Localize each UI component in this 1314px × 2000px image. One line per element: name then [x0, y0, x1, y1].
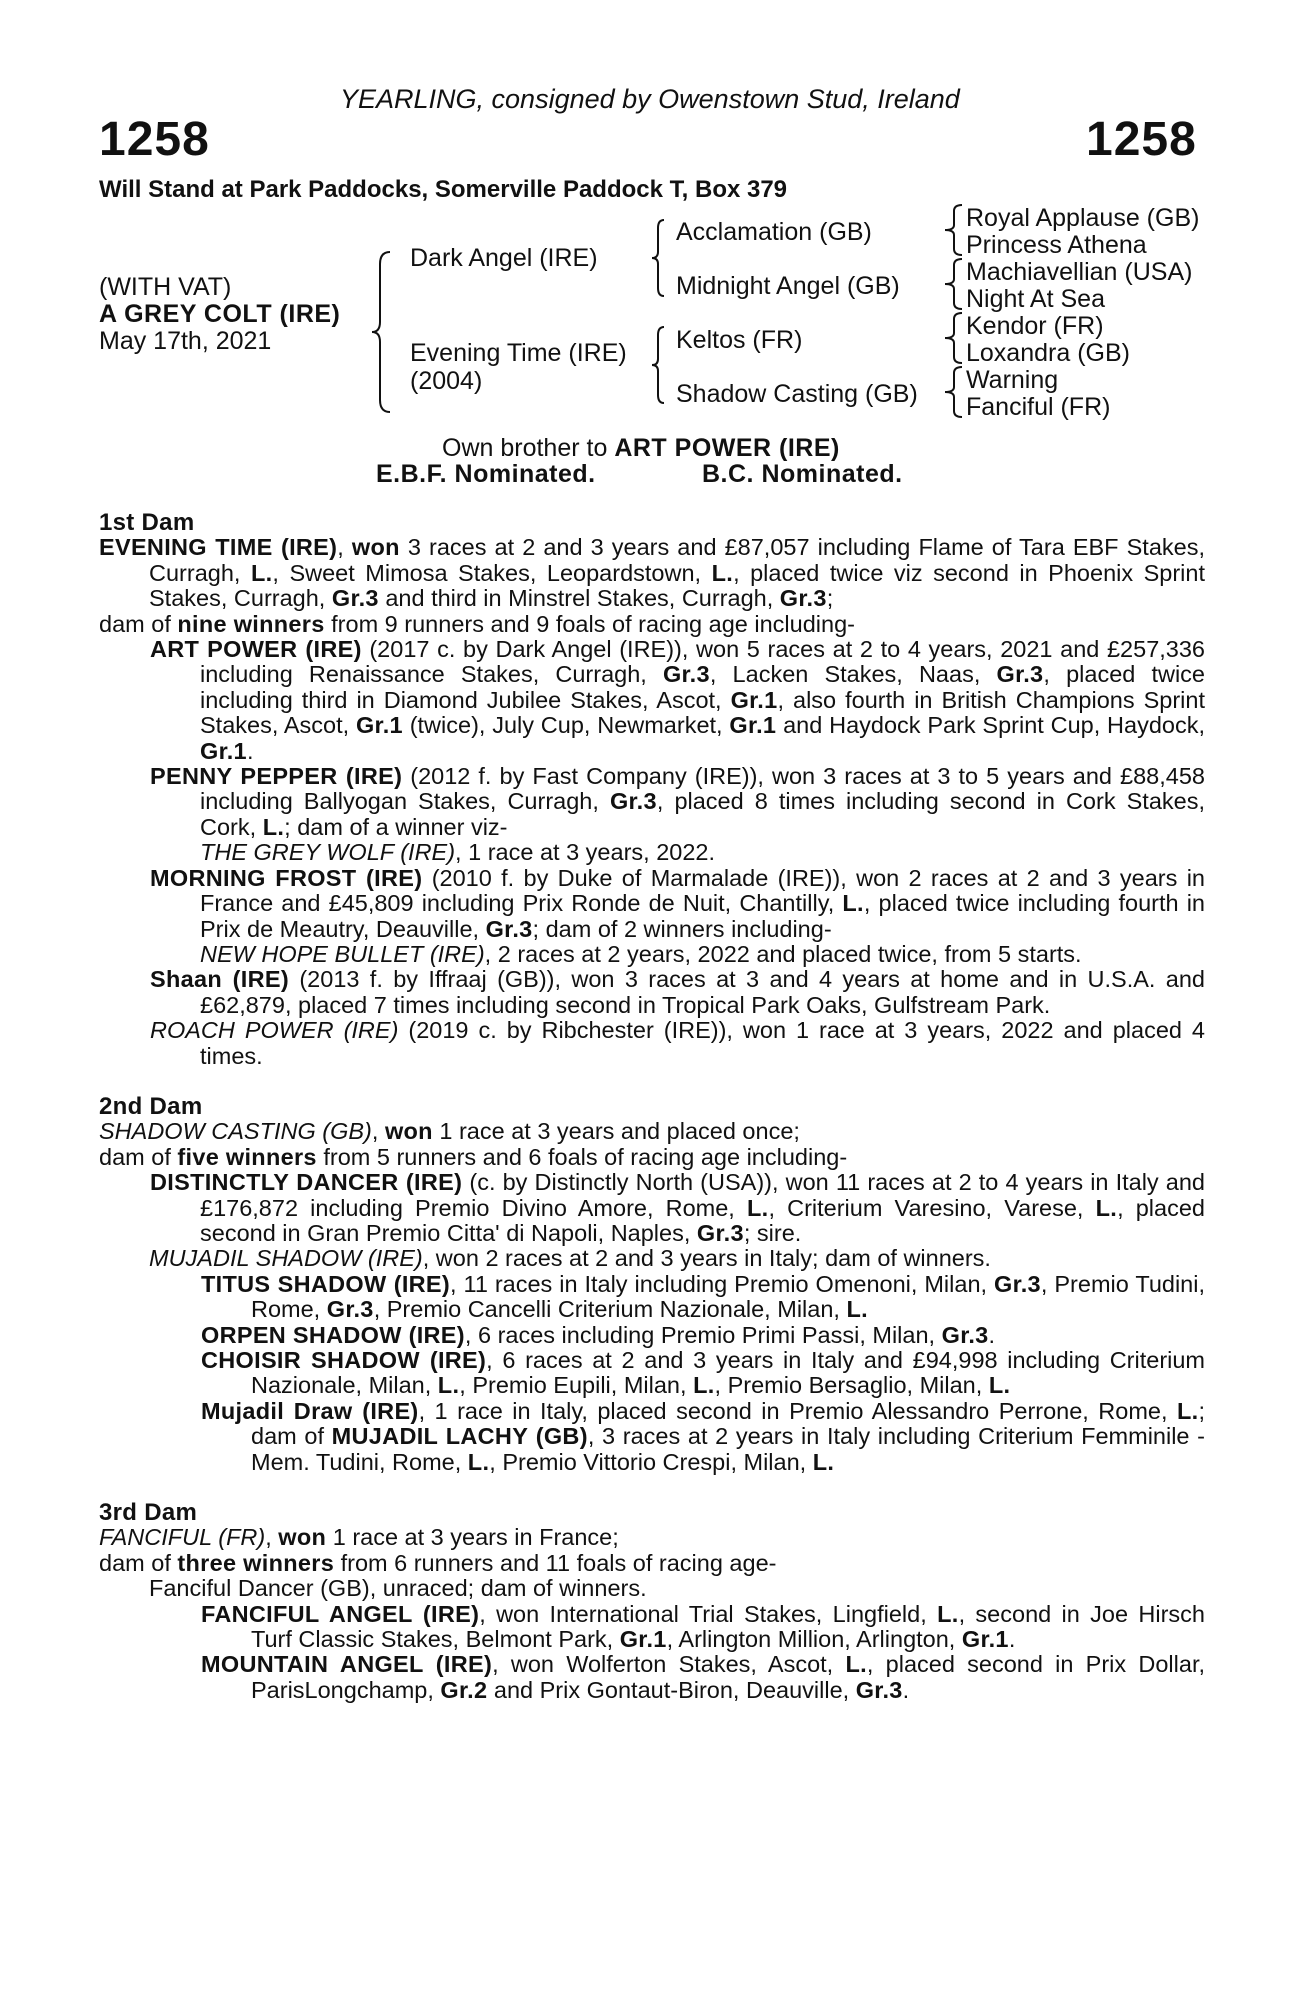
pedigree-paragraph [99, 1272, 1205, 1323]
text-run: . [902, 1676, 910, 1703]
bold-text: L. [842, 890, 864, 917]
text-run: , won International Trial Stakes, Lingfield, [479, 1600, 938, 1627]
text-run: Fanciful Dancer (GB), unraced; dam of winners. [149, 1575, 647, 1602]
text-run: (2010 f. by Duke of Marmalade (IRE)), won 2 races at 2 and 3 years in France and £45,809 including Prix Ronde de Nuit, Chantilly, [200, 864, 1205, 917]
text-run: , 1 race in Italy, placed second in Premio Alessandro Perrone, Rome, [418, 1397, 1177, 1424]
bold-text: L. [711, 559, 734, 586]
bold-text: Gr.3 [331, 585, 379, 612]
bold-text: L. [1095, 1194, 1118, 1221]
pedigree-paragraph [99, 967, 1205, 1018]
pedigree-paragraph [99, 1018, 1205, 1069]
pedigree-paragraph [99, 1170, 1205, 1246]
text-run: from 9 runners and 9 foals of racing age including- [324, 610, 855, 637]
italic-text: NEW HOPE BULLET (IRE) [200, 940, 485, 967]
text-run: (2012 f. by Fast Company (IRE)), won 3 races at 3 to 5 years and £88,458 including Ballyogan Stakes, Curragh, [200, 763, 1205, 815]
text-run: , Premio Cancelli Criterium Nazionale, Milan, [373, 1296, 847, 1323]
bold-text: Gr.3 [996, 661, 1044, 688]
bold-text: MUJADIL LACHY (GB) [331, 1423, 588, 1450]
bold-text: L. [693, 1372, 715, 1399]
text-run: , won Wolferton Stakes, Ascot, [492, 1651, 846, 1678]
text-run: , Premio Vittorio Crespi, Milan, [489, 1448, 813, 1475]
bold-text: ORPEN SHADOW (IRE) [201, 1321, 465, 1348]
bold-text: L. [250, 559, 273, 586]
dam-sire-dam: Loxandra (GB) [966, 339, 1130, 367]
italic-text: THE GREY WOLF (IRE) [200, 839, 456, 866]
pedigree-paragraph [99, 840, 1205, 865]
dam-sire: Keltos (FR) [676, 326, 803, 354]
pedigree-paragraph [99, 1525, 1205, 1550]
text-run: , placed 8 times including second in Cork Stakes, Cork, [200, 788, 1205, 840]
sire-sire-sire: Royal Applause (GB) [966, 204, 1200, 232]
bold-text: Gr.3 [662, 661, 710, 688]
own-brother-prefix: Own brother to [442, 434, 615, 462]
text-run: , placed second in Gran Premio Citta' di Napoli, Naples, [200, 1194, 1205, 1246]
bold-text: won [351, 534, 400, 561]
pedigree-paragraph [99, 535, 1205, 611]
pedigree-paragraph [99, 1145, 1205, 1170]
bold-text: Gr.3 [941, 1321, 989, 1348]
pedigree-paragraph [99, 637, 1205, 764]
bold-text: L. [988, 1372, 1011, 1399]
dam: Evening Time (IRE) [410, 339, 627, 367]
bold-text: Gr.2 [440, 1676, 488, 1703]
bold-text: Gr.1 [961, 1626, 1009, 1653]
bold-text: TITUS SHADOW (IRE) [201, 1270, 451, 1297]
bold-text: Gr.1 [730, 686, 778, 713]
bold-text: L. [262, 813, 285, 840]
bold-text: five winners [177, 1143, 317, 1170]
section-heading [99, 1500, 1205, 1525]
bold-text: Gr.3 [485, 915, 533, 942]
bc-nominated: B.C. Nominated. [702, 460, 903, 488]
text-run: , Premio Bersaglio, Milan, [714, 1372, 989, 1399]
dam-dam: Shadow Casting (GB) [676, 380, 918, 408]
section-heading [99, 1094, 1205, 1119]
text-run: (2013 f. by Iffraaj (GB)), won 3 races at 3 and 4 years at home and in U.S.A. and £62,879, placed 7 times including second in Tropical Park Oaks, Gulfstream Park. [200, 966, 1205, 1018]
text-run: , also fourth in British Champions Sprint Stakes, Ascot, [200, 686, 1205, 739]
pedigree-brace-sd [942, 257, 964, 311]
text-run: , Premio Eupili, Milan, [459, 1372, 694, 1399]
text-run: dam of [99, 1549, 178, 1576]
pedigree-paragraph [99, 866, 1205, 942]
horse-name: A GREY COLT (IRE) [99, 300, 341, 328]
bold-text: L. [437, 1372, 460, 1399]
bold-text: Gr.1 [355, 712, 403, 739]
sire-sire: Acclamation (GB) [676, 218, 872, 246]
text-run: , 1 race at 3 years, 2022. [455, 839, 716, 866]
bold-text: ART POWER (IRE) [150, 636, 362, 663]
bold-text: L. [937, 1600, 959, 1627]
text-run: and third in Minstrel Stakes, Curragh, [378, 585, 780, 612]
text-run: ; dam of 2 winners including- [532, 915, 832, 942]
bold-text: MORNING FROST (IRE) [150, 864, 423, 891]
pedigree-brace-dam [650, 325, 666, 405]
bold-text: Gr.3 [993, 1270, 1041, 1297]
pedigree-brace-ss [942, 203, 964, 257]
bold-text: FANCIFUL ANGEL (IRE) [201, 1600, 480, 1627]
sire-sire-dam: Princess Athena [966, 231, 1147, 259]
ebf-nominated: E.B.F. Nominated. [376, 460, 596, 488]
bold-text: L. [812, 1448, 835, 1475]
bold-text: 3rd Dam [99, 1499, 198, 1527]
bold-text: DISTINCTLY DANCER (IRE) [150, 1169, 463, 1196]
bold-text: Gr.1 [619, 1626, 667, 1653]
text-run: ; dam of [251, 1397, 1205, 1450]
sire: Dark Angel (IRE) [410, 244, 598, 272]
text-run: , [371, 1118, 385, 1145]
sire-dam: Midnight Angel (GB) [676, 272, 900, 300]
text-run: (2019 c. by Ribchester (IRE)), won 1 race at 3 years, 2022 and placed 4 times. [200, 1017, 1205, 1069]
italic-text: ROACH POWER (IRE) [150, 1017, 399, 1044]
pedigree-paragraph [99, 1576, 1205, 1601]
bold-text: Gr.3 [326, 1296, 374, 1323]
text-run: and Prix Gontaut-Biron, Deauville, [487, 1676, 856, 1703]
pedigree-paragraph [99, 764, 1205, 840]
horse-dob: May 17th, 2021 [99, 327, 272, 355]
pedigree-paragraph [99, 1602, 1205, 1653]
consignor-line: YEARLING, consigned by Owenstown Stud, Ireland [340, 84, 960, 114]
text-run: , 6 races including Premio Primi Passi, Milan, [464, 1321, 942, 1348]
text-run: 1 race at 3 years in France; [326, 1524, 619, 1551]
pedigree-paragraph [99, 1246, 1205, 1271]
text-run: ; sire. [743, 1219, 802, 1246]
pedigree-brace-sire [650, 218, 666, 298]
own-brother-line [442, 434, 840, 463]
pedigree-paragraph [99, 942, 1205, 967]
text-run: , second in Joe Hirsch Turf Classic Stakes, Belmont Park, [251, 1600, 1205, 1653]
text-run: , 11 races in Italy including Premio Omenoni, Milan, [450, 1270, 994, 1297]
bold-text: CHOISIR SHADOW (IRE) [201, 1347, 487, 1373]
dam-dam-sire: Warning [966, 366, 1059, 394]
bold-text: L. [845, 1651, 867, 1678]
text-run: , 3 races at 2 years in Italy including Criterium Femminile - Mem. Tudini, Rome, [251, 1423, 1205, 1475]
bold-text: Mujadil Draw (IRE) [201, 1397, 419, 1424]
pedigree-paragraph [99, 1551, 1205, 1576]
bold-text: L. [1176, 1397, 1199, 1424]
pedigree-brace-main [370, 250, 394, 414]
own-brother-name: ART POWER (IRE) [614, 434, 840, 462]
text-run: , Arlington Million, Arlington, [666, 1626, 962, 1653]
text-run: (2017 c. by Dark Angel (IRE)), won 5 races at 2 to 4 years, 2021 and £257,336 including Renaissance Stakes, Curragh, [200, 636, 1205, 688]
text-run: ; dam of a winner viz- [284, 813, 508, 840]
text-run: , placed twice including third in Diamond Jubilee Stakes, Ascot, [200, 661, 1205, 713]
text-run: from 6 runners and 11 foals of racing age- [334, 1549, 777, 1576]
text-run: . [988, 1321, 996, 1348]
pedigree-paragraph [99, 1652, 1205, 1703]
text-run: dam of [99, 610, 178, 637]
italic-text: SHADOW CASTING (GB) [99, 1118, 372, 1145]
bold-text: Gr.3 [609, 788, 657, 815]
bold-text: 2nd Dam [99, 1092, 203, 1120]
italic-text: MUJADIL SHADOW (IRE) [149, 1245, 423, 1272]
sire-dam-sire: Machiavellian (USA) [966, 258, 1193, 286]
pedigree-paragraph [99, 1348, 1205, 1399]
stand-location: Will Stand at Park Paddocks, Somerville Paddock T, Box 379 [99, 176, 788, 203]
bold-text: MOUNTAIN ANGEL (IRE) [201, 1651, 493, 1678]
bold-text: Gr.1 [200, 737, 247, 764]
bold-text: Gr.3 [696, 1219, 744, 1246]
text-run: , 2 races at 2 years, 2022 and placed twice, from 5 starts. [484, 940, 1082, 967]
dam-dam-dam: Fanciful (FR) [966, 393, 1111, 421]
vat-label: (WITH VAT) [99, 273, 232, 301]
pedigree-brace-dd [942, 365, 964, 419]
lot-number-right: 1258 [1086, 113, 1197, 166]
pedigree-paragraph [99, 612, 1205, 637]
text-run: dam of [99, 1143, 178, 1170]
text-run: , won 2 races at 2 and 3 years in Italy; dam of winners. [422, 1245, 991, 1272]
pedigree-paragraph [99, 1399, 1205, 1475]
text-run: , Lacken Stakes, Naas, [709, 661, 997, 688]
text-run: , 6 races at 2 and 3 years in Italy and £94,998 including Criterium Nazionale, Milan, [251, 1347, 1206, 1399]
bold-text: won [278, 1524, 327, 1551]
text-run: , Criterium Varesino, Varese, [768, 1194, 1096, 1221]
bold-text: 1st Dam [99, 509, 195, 536]
text-run: 3 races at 2 and 3 years and £87,057 including Flame of Tara EBF Stakes, Curragh, [149, 534, 1205, 586]
section-heading [99, 510, 1205, 535]
sire-dam-dam: Night At Sea [966, 285, 1105, 313]
bold-text: nine winners [177, 610, 325, 637]
bold-text: PENNY PEPPER (IRE) [150, 763, 403, 790]
bold-text: L. [746, 1194, 769, 1221]
bold-text: Gr.3 [779, 585, 827, 612]
bold-text: Gr.3 [855, 1676, 903, 1703]
text-run: (c. by Distinctly North (USA)), won 11 races at 2 to 4 years in Italy and £176,872 including Premio Divino Amore, Rome, [200, 1169, 1205, 1221]
bold-text: L. [846, 1296, 868, 1323]
text-run: ; [826, 585, 834, 612]
text-run: 1 race at 3 years and placed once; [432, 1118, 800, 1145]
text-run: , placed twice viz second in Phoenix Sprint Stakes, Curragh, [149, 559, 1205, 612]
italic-text: FANCIFUL (FR) [99, 1524, 266, 1551]
text-run: (twice), July Cup, Newmarket, [402, 712, 730, 739]
pedigree-paragraph [99, 1119, 1205, 1144]
bold-text: L. [467, 1448, 490, 1475]
catalogue-body [99, 510, 1205, 1703]
bold-text: Shaan (IRE) [150, 966, 289, 993]
dam-sire-sire: Kendor (FR) [966, 312, 1104, 340]
text-run: , placed twice including fourth in Prix de Meautry, Deauville, [200, 890, 1206, 942]
dam-year: (2004) [410, 367, 483, 395]
pedigree-brace-ds [942, 311, 964, 365]
text-run: from 5 runners and 6 foals of racing age including- [316, 1143, 848, 1170]
text-run: . [246, 737, 254, 764]
text-run: . [1008, 1626, 1016, 1653]
text-run: , [265, 1524, 279, 1551]
pedigree-paragraph [99, 1323, 1205, 1348]
text-run: , [337, 534, 352, 561]
text-run: , placed second in Prix Dollar, ParisLongchamp, [251, 1651, 1205, 1703]
bold-text: Gr.1 [729, 712, 777, 739]
bold-text: won [384, 1118, 433, 1145]
bold-text: three winners [177, 1549, 335, 1576]
text-run: , Premio Tudini, Rome, [251, 1270, 1205, 1323]
text-run: and Haydock Park Sprint Cup, Haydock, [776, 712, 1206, 739]
lot-number-left: 1258 [99, 113, 210, 166]
text-run: , Sweet Mimosa Stakes, Leopardstown, [272, 559, 712, 586]
bold-text: EVENING TIME (IRE) [99, 534, 338, 561]
